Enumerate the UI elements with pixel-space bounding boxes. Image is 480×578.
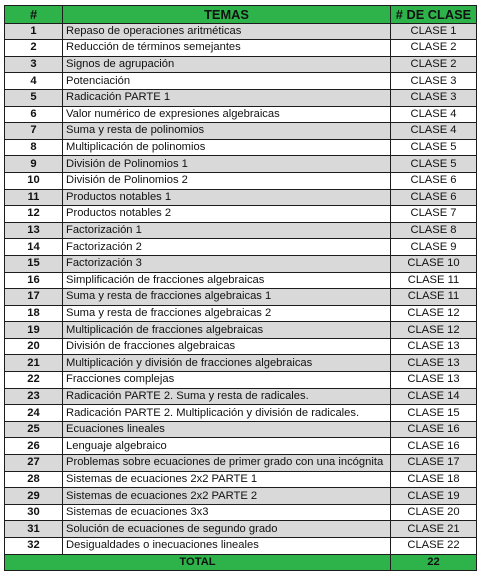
row-number: 14 bbox=[5, 239, 63, 256]
row-tema: Suma y resta de polinomios bbox=[63, 123, 391, 140]
row-tema: Potenciación bbox=[63, 73, 391, 90]
row-number: 22 bbox=[5, 372, 63, 389]
header-clase: # DE CLASE bbox=[391, 6, 477, 24]
row-tema: Sistemas de ecuaciones 2x2 PARTE 2 bbox=[63, 488, 391, 505]
row-number: 11 bbox=[5, 189, 63, 206]
row-clase: CLASE 18 bbox=[391, 471, 477, 488]
row-tema: Multiplicación de polinomios bbox=[63, 139, 391, 156]
row-tema: Sistemas de ecuaciones 2x2 PARTE 1 bbox=[63, 471, 391, 488]
table-row bbox=[5, 73, 477, 90]
row-tema: Problemas sobre ecuaciones de primer grado con una incógnita bbox=[63, 455, 391, 472]
row-number: 28 bbox=[5, 471, 63, 488]
row-clase: CLASE 13 bbox=[391, 372, 477, 389]
row-clase: CLASE 2 bbox=[391, 56, 477, 73]
row-number: 27 bbox=[5, 455, 63, 472]
row-tema: Radicación PARTE 2. Suma y resta de radicales. bbox=[63, 388, 391, 405]
row-clase: CLASE 11 bbox=[391, 272, 477, 289]
row-number: 13 bbox=[5, 222, 63, 239]
row-tema: Suma y resta de fracciones algebraicas 1 bbox=[63, 289, 391, 306]
table-row bbox=[5, 222, 477, 239]
row-clase: CLASE 8 bbox=[391, 222, 477, 239]
table-row bbox=[5, 538, 477, 555]
row-tema: Signos de agrupación bbox=[63, 56, 391, 73]
row-clase: CLASE 6 bbox=[391, 189, 477, 206]
row-clase: CLASE 19 bbox=[391, 488, 477, 505]
row-tema: Radicación PARTE 2. Multiplicación y división de radicales. bbox=[63, 405, 391, 422]
total-row bbox=[5, 554, 477, 571]
row-clase: CLASE 12 bbox=[391, 305, 477, 322]
table-row bbox=[5, 521, 477, 538]
row-clase: CLASE 4 bbox=[391, 123, 477, 140]
row-tema: Valor numérico de expresiones algebraicas bbox=[63, 106, 391, 123]
row-tema: Lenguaje algebraico bbox=[63, 438, 391, 455]
header-temas: TEMAS bbox=[63, 6, 391, 24]
row-tema: División de fracciones algebraicas bbox=[63, 338, 391, 355]
row-clase: CLASE 2 bbox=[391, 40, 477, 57]
header-row bbox=[5, 6, 477, 24]
table-row bbox=[5, 56, 477, 73]
row-number: 24 bbox=[5, 405, 63, 422]
table-row bbox=[5, 172, 477, 189]
row-clase: CLASE 5 bbox=[391, 139, 477, 156]
row-clase: CLASE 9 bbox=[391, 239, 477, 256]
row-clase: CLASE 5 bbox=[391, 156, 477, 173]
row-tema: Productos notables 1 bbox=[63, 189, 391, 206]
table-row bbox=[5, 488, 477, 505]
total-label: TOTAL bbox=[5, 554, 391, 571]
row-tema: División de Polinomios 1 bbox=[63, 156, 391, 173]
table-row bbox=[5, 289, 477, 306]
row-number: 3 bbox=[5, 56, 63, 73]
table-row bbox=[5, 305, 477, 322]
row-number: 25 bbox=[5, 421, 63, 438]
row-clase: CLASE 11 bbox=[391, 289, 477, 306]
row-clase: CLASE 16 bbox=[391, 421, 477, 438]
table-row bbox=[5, 23, 477, 40]
table-row bbox=[5, 106, 477, 123]
row-number: 8 bbox=[5, 139, 63, 156]
row-clase: CLASE 4 bbox=[391, 106, 477, 123]
total-value: 22 bbox=[391, 554, 477, 571]
row-clase: CLASE 16 bbox=[391, 438, 477, 455]
row-tema: Factorización 1 bbox=[63, 222, 391, 239]
row-tema: Sistemas de ecuaciones 3x3 bbox=[63, 504, 391, 521]
row-clase: CLASE 21 bbox=[391, 521, 477, 538]
table-row bbox=[5, 372, 477, 389]
row-clase: CLASE 3 bbox=[391, 73, 477, 90]
row-number: 10 bbox=[5, 172, 63, 189]
row-number: 21 bbox=[5, 355, 63, 372]
row-clase: CLASE 15 bbox=[391, 405, 477, 422]
row-tema: División de Polinomios 2 bbox=[63, 172, 391, 189]
row-number: 32 bbox=[5, 538, 63, 555]
row-number: 16 bbox=[5, 272, 63, 289]
table-row bbox=[5, 388, 477, 405]
table-row bbox=[5, 355, 477, 372]
table-body bbox=[5, 23, 477, 554]
row-clase: CLASE 3 bbox=[391, 89, 477, 106]
row-tema: Solución de ecuaciones de segundo grado bbox=[63, 521, 391, 538]
row-clase: CLASE 10 bbox=[391, 255, 477, 272]
table-row bbox=[5, 40, 477, 57]
table-row bbox=[5, 89, 477, 106]
row-clase: CLASE 14 bbox=[391, 388, 477, 405]
row-clase: CLASE 12 bbox=[391, 322, 477, 339]
table-row bbox=[5, 504, 477, 521]
temas-table bbox=[4, 5, 477, 571]
row-tema: Ecuaciones lineales bbox=[63, 421, 391, 438]
row-number: 30 bbox=[5, 504, 63, 521]
row-number: 6 bbox=[5, 106, 63, 123]
table-row bbox=[5, 156, 477, 173]
row-number: 2 bbox=[5, 40, 63, 57]
table-row bbox=[5, 272, 477, 289]
table-row bbox=[5, 206, 477, 223]
row-tema: Factorización 2 bbox=[63, 239, 391, 256]
row-tema: Multiplicación de fracciones algebraicas bbox=[63, 322, 391, 339]
row-number: 15 bbox=[5, 255, 63, 272]
row-tema: Suma y resta de fracciones algebraicas 2 bbox=[63, 305, 391, 322]
table-row bbox=[5, 471, 477, 488]
row-tema: Simplificación de fracciones algebraicas bbox=[63, 272, 391, 289]
row-clase: CLASE 17 bbox=[391, 455, 477, 472]
row-clase: CLASE 1 bbox=[391, 23, 477, 40]
table-row bbox=[5, 189, 477, 206]
row-number: 1 bbox=[5, 23, 63, 40]
table-row bbox=[5, 139, 477, 156]
row-number: 7 bbox=[5, 123, 63, 140]
row-number: 31 bbox=[5, 521, 63, 538]
table-row bbox=[5, 239, 477, 256]
table-row bbox=[5, 421, 477, 438]
row-number: 5 bbox=[5, 89, 63, 106]
row-clase: CLASE 22 bbox=[391, 538, 477, 555]
table-row bbox=[5, 455, 477, 472]
row-number: 23 bbox=[5, 388, 63, 405]
row-clase: CLASE 20 bbox=[391, 504, 477, 521]
row-number: 29 bbox=[5, 488, 63, 505]
table-row bbox=[5, 338, 477, 355]
row-tema: Reducción de términos semejantes bbox=[63, 40, 391, 57]
row-number: 26 bbox=[5, 438, 63, 455]
row-number: 19 bbox=[5, 322, 63, 339]
row-tema: Productos notables 2 bbox=[63, 206, 391, 223]
row-number: 12 bbox=[5, 206, 63, 223]
table-row bbox=[5, 123, 477, 140]
row-tema: Radicación PARTE 1 bbox=[63, 89, 391, 106]
row-tema: Factorización 3 bbox=[63, 255, 391, 272]
row-number: 4 bbox=[5, 73, 63, 90]
row-clase: CLASE 13 bbox=[391, 355, 477, 372]
row-clase: CLASE 6 bbox=[391, 172, 477, 189]
row-number: 17 bbox=[5, 289, 63, 306]
table-row bbox=[5, 405, 477, 422]
table-row bbox=[5, 438, 477, 455]
row-clase: CLASE 13 bbox=[391, 338, 477, 355]
row-tema: Desigualdades o inecuaciones lineales bbox=[63, 538, 391, 555]
row-tema: Fracciones complejas bbox=[63, 372, 391, 389]
row-tema: Repaso de operaciones aritméticas bbox=[63, 23, 391, 40]
row-clase: CLASE 7 bbox=[391, 206, 477, 223]
header-num: # bbox=[5, 6, 63, 24]
row-number: 20 bbox=[5, 338, 63, 355]
table-row bbox=[5, 255, 477, 272]
row-number: 9 bbox=[5, 156, 63, 173]
row-tema: Multiplicación y división de fracciones algebraicas bbox=[63, 355, 391, 372]
row-number: 18 bbox=[5, 305, 63, 322]
table-row bbox=[5, 322, 477, 339]
